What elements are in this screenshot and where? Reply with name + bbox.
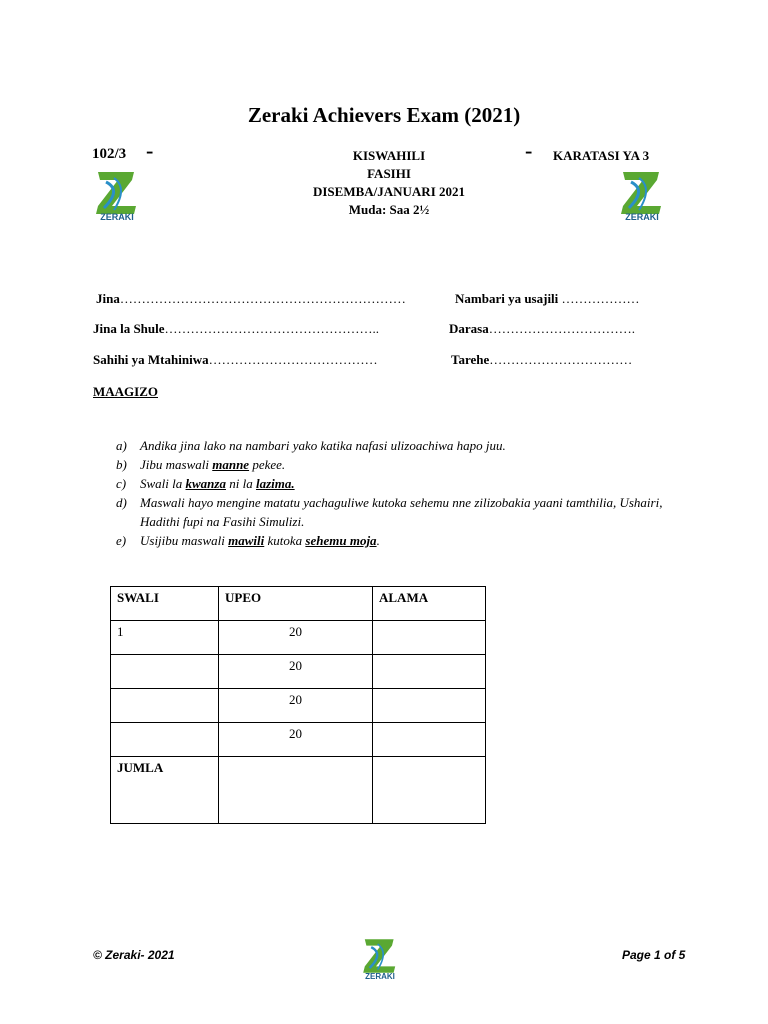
- section-name: FASIHI: [367, 166, 411, 181]
- table-row: [111, 689, 486, 723]
- subject: KISWAHILI: [352, 148, 426, 163]
- emphasis-text: lazima.: [255, 476, 295, 491]
- instruction-item: [116, 493, 676, 531]
- date-field[interactable]: [451, 352, 632, 368]
- logo-text: ZERAKI: [625, 212, 659, 222]
- question-cell: [111, 723, 219, 757]
- total-max-cell: [219, 757, 373, 824]
- text-part: ni la: [225, 476, 256, 491]
- score-table: [110, 586, 486, 824]
- question-cell: 1: [111, 621, 219, 655]
- registration-number-field[interactable]: [455, 291, 640, 307]
- instruction-label: b): [116, 457, 127, 472]
- max-score-cell: 20: [219, 723, 373, 757]
- total-label-cell: JUMLA: [111, 757, 219, 824]
- instruction-text: Maswali hayo mengine matatu yachaguliwe kutoka sehemu nne zilizobakia yaani tamthilia, Ushairi, Hadithi fupi na Fasihi Simulizi.: [140, 495, 663, 529]
- score-cell[interactable]: [373, 689, 486, 723]
- instruction-text: Andika jina lako na nambari yako katika nafasi ulizoachiwa hapo juu.: [140, 438, 506, 453]
- name-field[interactable]: [96, 291, 406, 307]
- table-total-row: [111, 757, 486, 824]
- instruction-text: [140, 455, 676, 474]
- zeraki-logo-left: [92, 168, 142, 226]
- column-header-alama: ALAMA: [373, 587, 486, 621]
- instruction-item: [116, 436, 676, 455]
- instructions-heading: MAAGIZO: [93, 384, 158, 399]
- class-label: Darasa: [449, 321, 489, 336]
- footer-page-number: Page 1 of 5: [622, 948, 686, 962]
- registration-dots: ………………: [558, 291, 640, 306]
- signature-dots: …………………………………: [208, 352, 378, 367]
- paper-number: KARATASI YA 3: [553, 148, 650, 163]
- signature-field[interactable]: [93, 352, 378, 368]
- class-dots: …………………………….: [488, 321, 635, 336]
- exam-duration: Muda: Saa 2½: [348, 202, 430, 217]
- score-cell[interactable]: [373, 655, 486, 689]
- instruction-label: a): [116, 438, 127, 453]
- emphasis-text: sehemu moja: [305, 533, 377, 548]
- school-name-field[interactable]: [93, 321, 379, 337]
- table-row: [111, 723, 486, 757]
- logo-text: ZERAKI: [100, 212, 134, 222]
- text-part: .: [376, 533, 380, 548]
- instruction-label: c): [116, 476, 127, 491]
- column-header-swali: SWALI: [111, 587, 219, 621]
- dash-right: -: [525, 138, 533, 163]
- instruction-item: [116, 455, 676, 474]
- zeraki-logo-right: [617, 168, 667, 226]
- instruction-text: [140, 474, 676, 493]
- instruction-label: d): [116, 495, 127, 510]
- instruction-text: [140, 531, 676, 550]
- table-row: [111, 621, 486, 655]
- question-cell: [111, 655, 219, 689]
- text-part: Jibu maswali: [140, 457, 213, 472]
- name-label: Jina: [96, 291, 120, 306]
- date-dots: ……………………………: [489, 352, 633, 367]
- school-label: Jina la Shule: [93, 321, 165, 336]
- column-header-upeo: UPEO: [219, 587, 373, 621]
- emphasis-text: kwanza: [185, 476, 226, 491]
- text-part: Usijibu maswali: [140, 533, 229, 548]
- score-cell[interactable]: [373, 723, 486, 757]
- score-cell[interactable]: [373, 621, 486, 655]
- text-part: Swali la: [140, 476, 186, 491]
- max-score-cell: 20: [219, 689, 373, 723]
- question-cell: [111, 689, 219, 723]
- instruction-item: [116, 474, 676, 493]
- emphasis-text: mawili: [228, 533, 265, 548]
- paper-code: 102/3: [92, 146, 127, 162]
- class-field[interactable]: [449, 321, 635, 337]
- zeraki-z-icon: [360, 936, 400, 976]
- instructions-list: [116, 436, 676, 550]
- name-dots: …………………………………………………………: [119, 291, 406, 306]
- exam-date: DISEMBA/JANUARI 2021: [312, 184, 466, 199]
- instruction-label: e): [116, 533, 127, 548]
- table-row: [111, 655, 486, 689]
- school-dots: …………………………………………..: [164, 321, 380, 336]
- max-score-cell: 20: [219, 621, 373, 655]
- zeraki-logo-footer: [360, 936, 400, 984]
- logo-text: ZERAKI: [365, 972, 395, 981]
- max-score-cell: 20: [219, 655, 373, 689]
- exam-title: Zeraki Achievers Exam (2021): [247, 103, 521, 127]
- total-score-cell[interactable]: [373, 757, 486, 824]
- dash-left: -: [146, 138, 154, 163]
- registration-label: Nambari ya usajili: [455, 291, 559, 306]
- table-header-row: [111, 587, 486, 621]
- footer-copyright: © Zeraki- 2021: [93, 948, 175, 962]
- emphasis-text: manne: [212, 457, 250, 472]
- instruction-item: [116, 531, 676, 550]
- text-part: kutoka: [264, 533, 306, 548]
- text-part: pekee.: [249, 457, 286, 472]
- date-label: Tarehe: [451, 352, 490, 367]
- signature-label: Sahihi ya Mtahiniwa: [93, 352, 209, 367]
